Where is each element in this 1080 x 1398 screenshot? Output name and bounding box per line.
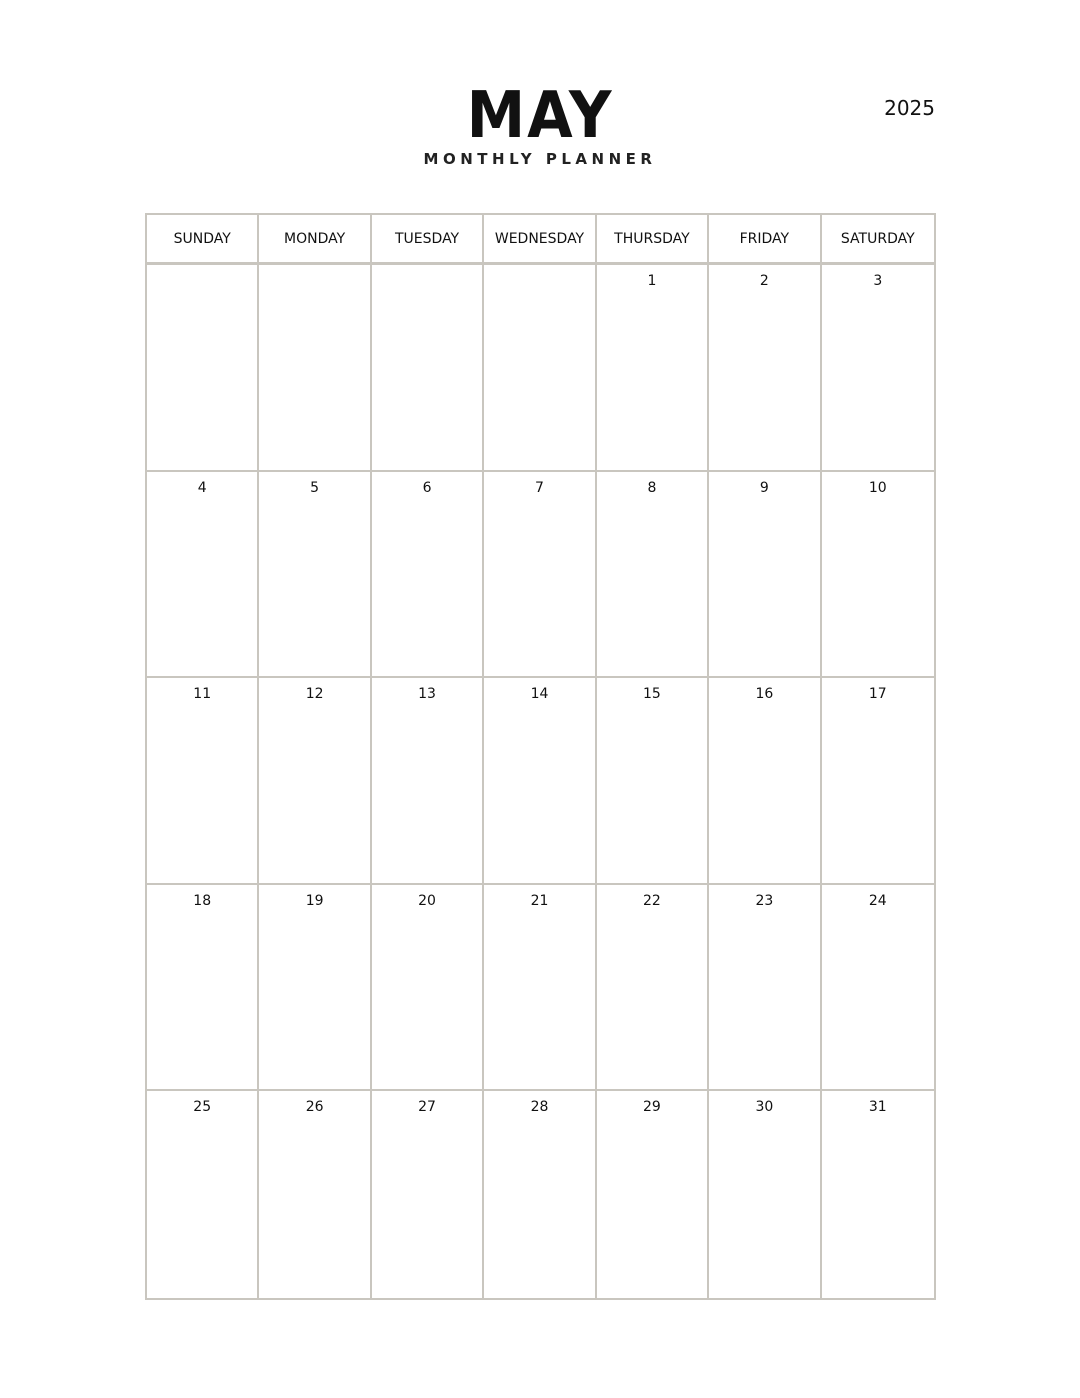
day-number: 24 xyxy=(868,892,887,909)
weekday-header-monday: MONDAY xyxy=(259,215,371,265)
day-number: 25 xyxy=(193,1099,212,1116)
day-number: 13 xyxy=(418,686,436,703)
day-cell xyxy=(822,678,934,885)
day-number: 16 xyxy=(755,686,774,703)
day-cell xyxy=(709,1091,821,1298)
day-number: 18 xyxy=(193,892,212,909)
calendar-grid xyxy=(145,213,936,1300)
day-number: 29 xyxy=(643,1099,661,1116)
day-cell xyxy=(259,1091,371,1298)
day-cell xyxy=(597,1091,709,1298)
day-cell xyxy=(597,678,709,885)
day-cell xyxy=(372,265,484,472)
day-cell xyxy=(259,678,371,885)
weekday-header-friday: FRIDAY xyxy=(709,215,821,265)
planner-subtitle: MONTHLY PLANNER xyxy=(423,150,657,168)
day-cell xyxy=(822,472,934,679)
day-cell xyxy=(709,265,821,472)
day-cell xyxy=(484,1091,596,1298)
day-number: 7 xyxy=(535,479,544,496)
day-cell xyxy=(709,678,821,885)
day-number: 23 xyxy=(755,892,774,909)
year-label: 2025 xyxy=(884,96,935,120)
day-number: 19 xyxy=(305,892,324,909)
day-cell xyxy=(372,885,484,1092)
weekday-header-wednesday: WEDNESDAY xyxy=(484,215,596,265)
day-cell xyxy=(597,265,709,472)
day-number: 27 xyxy=(418,1099,436,1116)
weekday-header-tuesday: TUESDAY xyxy=(372,215,484,265)
day-cell xyxy=(484,885,596,1092)
day-cell xyxy=(147,472,259,679)
day-number: 1 xyxy=(647,273,657,289)
day-cell xyxy=(147,885,259,1092)
day-cell xyxy=(709,472,821,679)
day-cell xyxy=(484,265,596,472)
day-cell xyxy=(259,885,371,1092)
day-cell xyxy=(372,472,484,679)
day-cell xyxy=(259,265,371,472)
day-number: 12 xyxy=(305,686,324,703)
day-number: 9 xyxy=(759,479,769,496)
day-number: 26 xyxy=(305,1099,324,1116)
day-cell xyxy=(597,885,709,1092)
day-number: 5 xyxy=(310,479,320,496)
day-number: 31 xyxy=(868,1099,887,1116)
day-cell xyxy=(822,1091,934,1298)
day-number: 28 xyxy=(530,1099,549,1116)
day-cell xyxy=(709,885,821,1092)
day-number: 4 xyxy=(197,479,207,496)
month-title: MAY xyxy=(466,79,614,153)
day-cell xyxy=(372,678,484,885)
day-number: 22 xyxy=(643,892,661,909)
day-number: 3 xyxy=(873,273,883,289)
day-cell xyxy=(484,678,596,885)
day-number: 20 xyxy=(418,892,436,909)
day-number: 6 xyxy=(422,479,432,496)
day-number: 8 xyxy=(647,479,657,496)
day-cell xyxy=(372,1091,484,1298)
day-cell xyxy=(147,265,259,472)
day-number: 30 xyxy=(755,1099,774,1116)
day-cell xyxy=(597,472,709,679)
day-number: 17 xyxy=(868,686,887,703)
day-number: 15 xyxy=(643,686,661,703)
day-cell xyxy=(147,1091,259,1298)
weekday-header-saturday: SATURDAY xyxy=(822,215,934,265)
day-cell xyxy=(484,472,596,679)
weekday-header-thursday: THURSDAY xyxy=(597,215,709,265)
day-cell xyxy=(822,265,934,472)
day-cell xyxy=(259,472,371,679)
day-cell xyxy=(822,885,934,1092)
day-cell xyxy=(147,678,259,885)
day-number: 14 xyxy=(530,686,549,703)
weekday-header-sunday: SUNDAY xyxy=(147,215,259,265)
day-number: 21 xyxy=(530,892,549,909)
day-number: 2 xyxy=(759,273,769,289)
day-number: 11 xyxy=(193,686,212,703)
day-number: 10 xyxy=(868,479,887,496)
